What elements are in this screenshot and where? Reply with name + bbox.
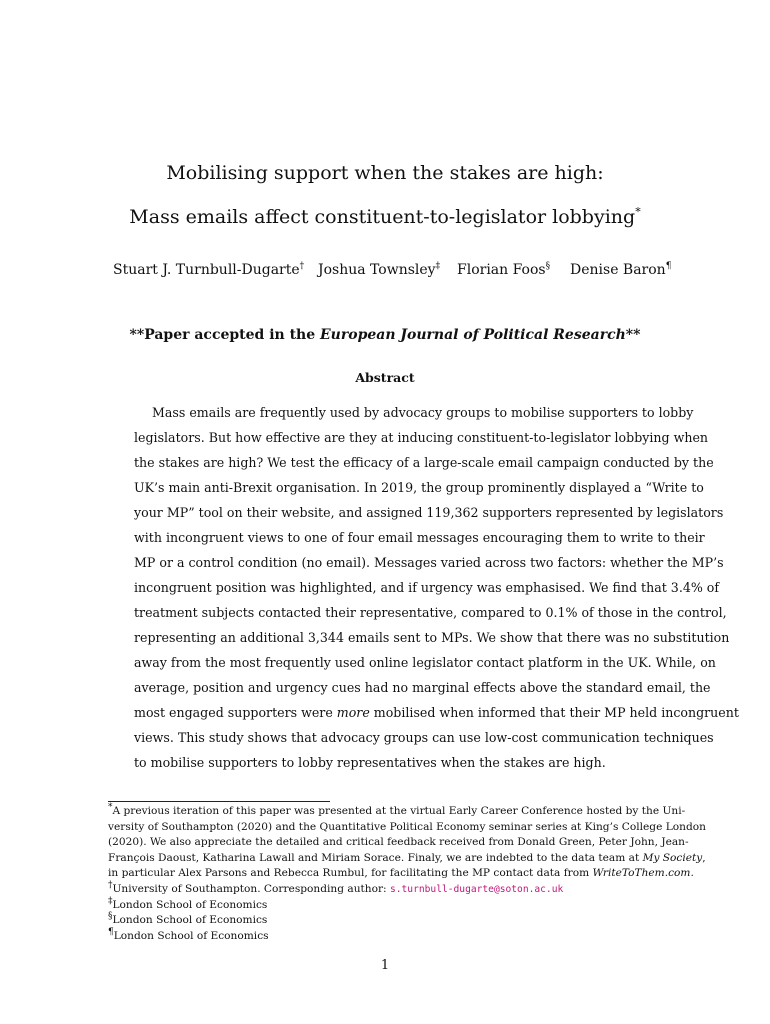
abstract-emphasis: more	[336, 705, 370, 720]
footnote-5	[108, 929, 664, 945]
author-footnote-mark[interactable]: †	[299, 261, 305, 272]
footnote-text: London School of Economics	[113, 929, 269, 942]
footnote-emphasis: My Society	[642, 851, 703, 864]
abstract-heading: Abstract	[355, 370, 415, 385]
abstract-line: to mobilise supporters to lobby representatives when the stakes are high.	[134, 755, 606, 770]
footnote-mark: ¶	[108, 927, 114, 938]
abstract-body	[134, 400, 739, 775]
author-footnote-mark[interactable]: ‡	[435, 261, 441, 272]
footnote-emphasis: WriteToThem.com	[592, 867, 691, 880]
acceptance-prefix: **Paper accepted in the	[129, 327, 321, 343]
author-4	[570, 262, 671, 278]
paper-title-line2	[0, 206, 770, 228]
author-name: Stuart J. Turnbull-Dugarte	[113, 262, 300, 278]
abstract-line: representing an additional 3,344 emails sent to MPs. We show that there was no substitution	[134, 630, 730, 645]
abstract-line: average, position and urgency cues had no marginal effects above the standard email, the	[134, 680, 711, 695]
footnote-1-line	[108, 851, 706, 867]
abstract-line: UK’s main anti-Brexit organisation. In 2019, the group prominently displayed a “Write to	[134, 480, 704, 495]
footnotes	[108, 802, 706, 944]
footnote-rule	[108, 801, 330, 802]
journal-name: European Journal of Political Research	[320, 327, 626, 343]
paper-title-line1	[0, 162, 770, 184]
footnote-1-line	[108, 802, 686, 820]
abstract-line: incongruent position was highlighted, and if urgency was emphasised. We find that 3.4% of	[134, 580, 720, 595]
abstract-text: most engaged supporters were	[134, 705, 337, 720]
abstract-line: MP or a control condition (no email). Messages varied across two factors: whether the MP’s	[134, 555, 724, 570]
author-2	[318, 262, 440, 278]
footnote-text: .	[690, 867, 694, 880]
author-name: Joshua Townsley	[318, 262, 436, 278]
footnote-mark: ‡	[108, 896, 113, 907]
corresponding-author-email-link[interactable]: s.turnbull-dugarte@soton.ac.uk	[389, 883, 564, 895]
footnote-3	[108, 898, 664, 914]
abstract-line: treatment subjects contacted their representative, compared to 0.1% of those in the control,	[134, 605, 727, 620]
author-name: Denise Baron	[570, 262, 666, 278]
author-footnote-mark[interactable]: ¶	[665, 261, 672, 272]
abstract-line: away from the most frequently used online legislator contact platform in the UK. While, on	[134, 655, 716, 670]
footnote-1-line: (2020). We also appreciate the detailed and critical feedback received from Donald Green, Peter John, Jean-	[108, 836, 689, 849]
acceptance-suffix: **	[625, 327, 641, 343]
abstract-line: the stakes are high? We test the efficacy of a large-scale email campaign conducted by the	[134, 455, 714, 470]
footnote-text: London School of Economics	[112, 898, 268, 911]
title-footnote-mark[interactable]: *	[635, 205, 641, 219]
abstract-line: your MP” tool on their website, and assigned 119,362 supporters represented by legislators	[134, 505, 724, 520]
author-name: Florian Foos	[457, 262, 546, 278]
footnote-4	[108, 913, 664, 929]
abstract-text: mobilised when informed that their MP held incongruent	[369, 705, 739, 720]
abstract-line: views. This study shows that advocacy groups can use low-cost communication techniques	[134, 730, 714, 745]
abstract-line	[134, 700, 739, 725]
footnote-text: A previous iteration of this paper was presented at the virtual Early Career Conference hosted by the Uni-	[112, 805, 686, 817]
author-1	[113, 262, 304, 278]
title-line1-text: Mobilising support when the stakes are high:	[166, 162, 604, 184]
page-number: 1	[380, 958, 390, 973]
abstract-line: legislators. But how effective are they at inducing constituent-to-legislator lobbying when	[134, 430, 709, 445]
footnote-text: François Daoust, Katharina Lawall and Miriam Sorace. Finaly, we are indebted to the data team at	[108, 851, 643, 864]
footnote-mark: §	[108, 911, 113, 922]
title-line2-text: Mass emails affect constituent-to-legislator lobbying	[129, 206, 636, 228]
footnote-mark: *	[108, 802, 113, 813]
footnote-1-line: versity of Southampton (2020) and the Quantitative Political Economy seminar series at King’s College London	[108, 820, 706, 833]
footnote-text: in particular Alex Parsons and Rebecca Rumbul, for facilitating the MP contact data from	[108, 867, 593, 880]
footnote-text: ,	[702, 851, 706, 864]
author-list	[0, 262, 770, 282]
footnote-text: University of Southampton. Corresponding author:	[112, 882, 390, 895]
footnote-text: London School of Economics	[112, 914, 268, 927]
footnote-mark: †	[108, 880, 113, 891]
footnote-2	[108, 882, 664, 898]
abstract-line: with incongruent views to one of four email messages encouraging them to write to their	[134, 530, 705, 545]
footnote-1-line	[108, 866, 694, 882]
acceptance-note	[0, 327, 770, 343]
author-footnote-mark[interactable]: §	[545, 261, 551, 272]
author-3	[457, 262, 550, 278]
abstract-line: Mass emails are frequently used by advocacy groups to mobilise supporters to lobby	[152, 405, 694, 420]
